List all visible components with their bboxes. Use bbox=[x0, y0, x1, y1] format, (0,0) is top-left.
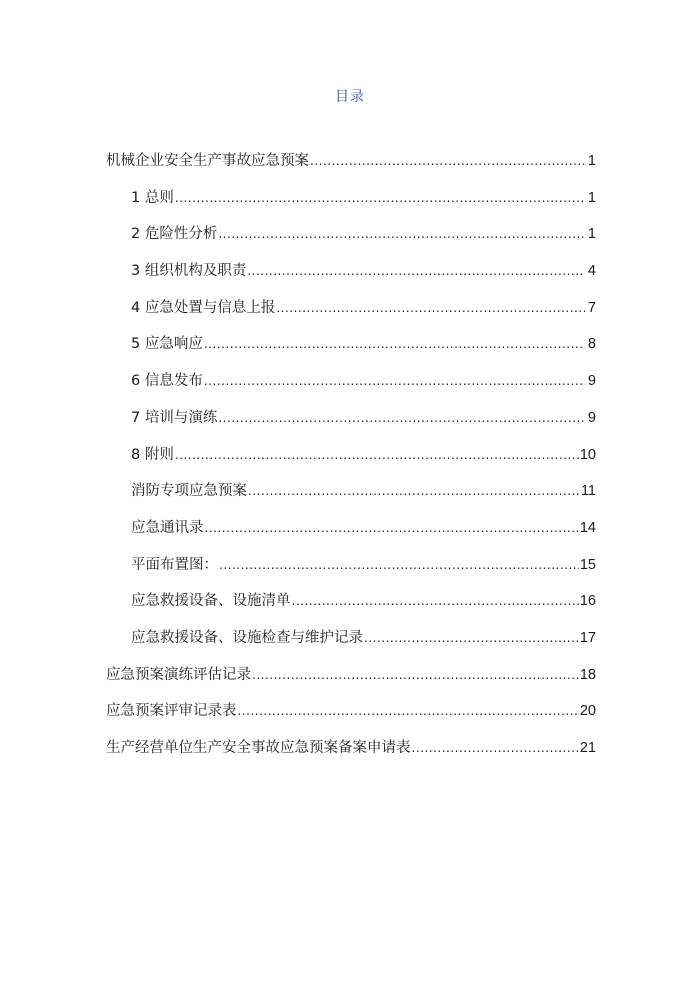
toc-leader-dots bbox=[218, 404, 585, 432]
toc-entry[interactable] bbox=[106, 441, 596, 478]
toc-entry-label: 平面布置图： bbox=[131, 556, 218, 573]
toc-entry[interactable] bbox=[106, 257, 596, 294]
toc-leader-dots bbox=[175, 441, 579, 469]
toc-page-number: 14 bbox=[579, 519, 596, 536]
toc-entry-label: 3 组织机构及职责 bbox=[131, 263, 247, 280]
toc-title: 目录 bbox=[335, 89, 365, 105]
toc-page-number: 9 bbox=[587, 373, 596, 390]
toc-entry-label: 机械企业安全生产事故应急预案 bbox=[106, 153, 309, 169]
toc-entry[interactable] bbox=[106, 551, 596, 588]
toc-page-number: 9 bbox=[587, 409, 596, 426]
toc-leader-dots bbox=[205, 514, 579, 542]
toc-entry[interactable] bbox=[106, 661, 596, 698]
toc-leader-dots bbox=[219, 551, 579, 579]
toc-entry-label: 6 信息发布 bbox=[131, 373, 203, 390]
toc-entry[interactable] bbox=[106, 220, 596, 257]
toc-leader-dots bbox=[276, 294, 585, 322]
toc-leader-dots bbox=[238, 697, 579, 725]
toc-entry[interactable] bbox=[106, 184, 596, 221]
toc-entry[interactable] bbox=[106, 367, 596, 404]
toc-leader-dots bbox=[248, 477, 580, 505]
toc-leader-dots bbox=[175, 184, 585, 212]
toc-entry-label: 应急预案评审记录表 bbox=[106, 703, 237, 720]
toc-leader-dots bbox=[364, 624, 579, 652]
toc-entry-label: 7 培训与演练 bbox=[131, 409, 218, 426]
toc-entry[interactable] bbox=[106, 624, 596, 661]
toc-entry[interactable] bbox=[106, 294, 596, 331]
toc-page-number: 1 bbox=[587, 189, 596, 206]
toc-entry-label: 应急救援设备、设施清单 bbox=[131, 593, 291, 610]
toc-entry[interactable] bbox=[106, 697, 596, 734]
toc-entry-label: 2 危险性分析 bbox=[131, 226, 218, 243]
toc-leader-dots bbox=[247, 257, 585, 285]
toc-leader-dots bbox=[310, 147, 585, 175]
toc-entry[interactable] bbox=[106, 514, 596, 551]
toc-page-number: 1 bbox=[587, 226, 596, 243]
toc-leader-dots bbox=[292, 587, 579, 615]
toc-page-number: 17 bbox=[579, 629, 596, 646]
toc-page-number: 4 bbox=[587, 263, 596, 280]
toc-page-number: 16 bbox=[579, 593, 596, 610]
toc-entry-label: 应急预案演练评估记录 bbox=[106, 666, 251, 683]
toc-page-number: 11 bbox=[580, 483, 596, 500]
toc-page-number: 15 bbox=[579, 556, 596, 573]
toc-leader-dots bbox=[412, 734, 579, 762]
toc-entry[interactable] bbox=[106, 734, 596, 771]
toc-leader-dots bbox=[218, 220, 585, 248]
toc-entry-label: 应急通讯录 bbox=[131, 519, 204, 536]
toc-leader-dots bbox=[204, 330, 585, 358]
toc-entry[interactable] bbox=[106, 330, 596, 367]
toc-entry-label: 8 附则 bbox=[131, 446, 174, 463]
toc-page-number: 7 bbox=[587, 299, 596, 316]
toc-page-number: 10 bbox=[579, 446, 596, 463]
toc-page-number: 1 bbox=[587, 153, 596, 169]
toc-entry-label: 应急救援设备、设施检查与维护记录 bbox=[131, 629, 363, 646]
toc-page-number: 8 bbox=[587, 336, 596, 353]
toc-page-number: 18 bbox=[579, 666, 596, 683]
toc-page-number: 21 bbox=[579, 740, 596, 756]
toc-entry-label: 5 应急响应 bbox=[131, 336, 203, 353]
toc-entry[interactable] bbox=[106, 404, 596, 441]
toc-entry-label: 4 应急处置与信息上报 bbox=[131, 299, 276, 316]
toc-entry-label: 生产经营单位生产安全事故应急预案备案申请表 bbox=[106, 740, 411, 756]
toc-entry-label: 1 总则 bbox=[131, 189, 174, 206]
toc-entry-label: 消防专项应急预案 bbox=[131, 483, 247, 500]
toc-entry[interactable] bbox=[106, 147, 596, 184]
toc-leader-dots bbox=[204, 367, 585, 395]
table-of-contents bbox=[106, 147, 596, 771]
toc-entry[interactable] bbox=[106, 477, 596, 514]
toc-leader-dots bbox=[252, 661, 579, 689]
toc-entry[interactable] bbox=[106, 587, 596, 624]
toc-page-number: 20 bbox=[579, 703, 596, 720]
